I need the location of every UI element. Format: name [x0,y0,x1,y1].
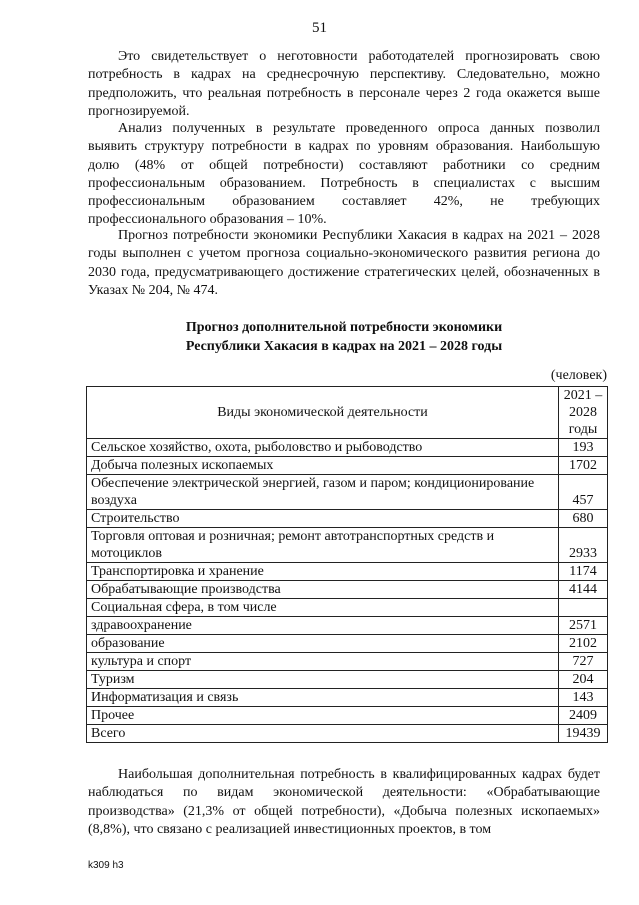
paragraph-1: Это свидетельствует о неготовности работодателей прогнозировать свою потребность в кадрах на среднесрочную перспективу. Следовательно, можно предположить, что реальная потребность в персонале через 2 года окажется выше прогнозируемой. [88,49,600,119]
row-name: Добыча полезных ископаемых [87,457,559,475]
table-header-row [87,387,608,439]
page-number: 51 [312,20,327,36]
table-row [87,653,608,671]
table-title [88,318,600,356]
row-value: 2571 [559,617,608,635]
row-name: образование [87,635,559,653]
header-years-line-1: 2021 – [563,388,603,403]
row-value: 1702 [559,457,608,475]
table-row [87,689,608,707]
row-value: 2102 [559,635,608,653]
table-title-line-1: Прогноз дополнительной потребности экономики [185,320,503,335]
row-value: 19439 [559,725,608,743]
row-name: Обеспечение электрической энергией, газом и паром; кондиционирование воздуха [87,475,559,510]
table-row-total [87,725,608,743]
table-row [87,581,608,599]
table-row [87,563,608,581]
row-value: 1174 [559,563,608,581]
header-years-line-2: 2028 [569,405,597,420]
row-name: Информатизация и связь [87,689,559,707]
row-name: Обрабатывающие производства [87,581,559,599]
table-row [87,617,608,635]
paragraph-3: Прогноз потребности экономики Республики Хакасия в кадрах на 2021 – 2028 годы выполнен с учетом прогноза социально-экономического развития региона до 2030 года, предусматривающего достижение стратегических целей, обозначенных в Указах № 204, № 474. [88,228,600,298]
row-value: 457 [559,475,608,510]
row-value: 2933 [559,528,608,563]
row-value: 727 [559,653,608,671]
table-row [87,707,608,725]
table-row [87,475,608,510]
row-value: 143 [559,689,608,707]
row-name: Туризм [87,671,559,689]
row-value: 2409 [559,707,608,725]
row-name: культура и спорт [87,653,559,671]
row-value: 193 [559,439,608,457]
table-row [87,510,608,528]
row-name: Социальная сфера, в том числе [87,599,559,617]
table-row [87,439,608,457]
row-value: 4144 [559,581,608,599]
row-name: Строительство [87,510,559,528]
table-units: (человек) [550,368,607,383]
header-years [559,387,608,439]
table-row [87,635,608,653]
header-activity-type: Виды экономической деятельности [87,387,559,439]
row-value: 680 [559,510,608,528]
table-row [87,457,608,475]
row-name: Транспортировка и хранение [87,563,559,581]
header-years-line-3: годы [568,422,598,437]
paragraph-2: Анализ полученных в результате проведенного опроса данных позволил выявить структуру потребности в кадрах по уровням образования. Наибольшую долю (48% от общей потребности) составляют работники со средним профессиональным образованием. Потребность в специалистах с высшим профессиональным образованием составляет 42%, не требующих профессионального образования – 10%. [88,121,600,228]
table-row [87,671,608,689]
row-name: Торговля оптовая и розничная; ремонт автотранспортных средств и мотоциклов [87,528,559,563]
row-value: 204 [559,671,608,689]
paragraph-4: Наибольшая дополнительная потребность в квалифицированных кадрах будет наблюдаться по видам экономической деятельности: «Обрабатывающие производства» (21,3% от общей потребности), «Добыча полезных ископаемых» (8,8%), что связано с реализацией инвестиционных проектов, в том [88,767,600,837]
row-value [559,599,608,617]
table-row [87,528,608,563]
row-name: Всего [87,725,559,743]
forecast-table [86,386,608,743]
row-name: здравоохранение [87,617,559,635]
table-row [87,599,608,617]
table-title-line-2: Республики Хакасия в кадрах на 2021 – 2028 годы [185,339,503,354]
footer-code: k309 h3 [88,860,124,871]
row-name: Прочее [87,707,559,725]
row-name: Сельское хозяйство, охота, рыболовство и рыбоводство [87,439,559,457]
